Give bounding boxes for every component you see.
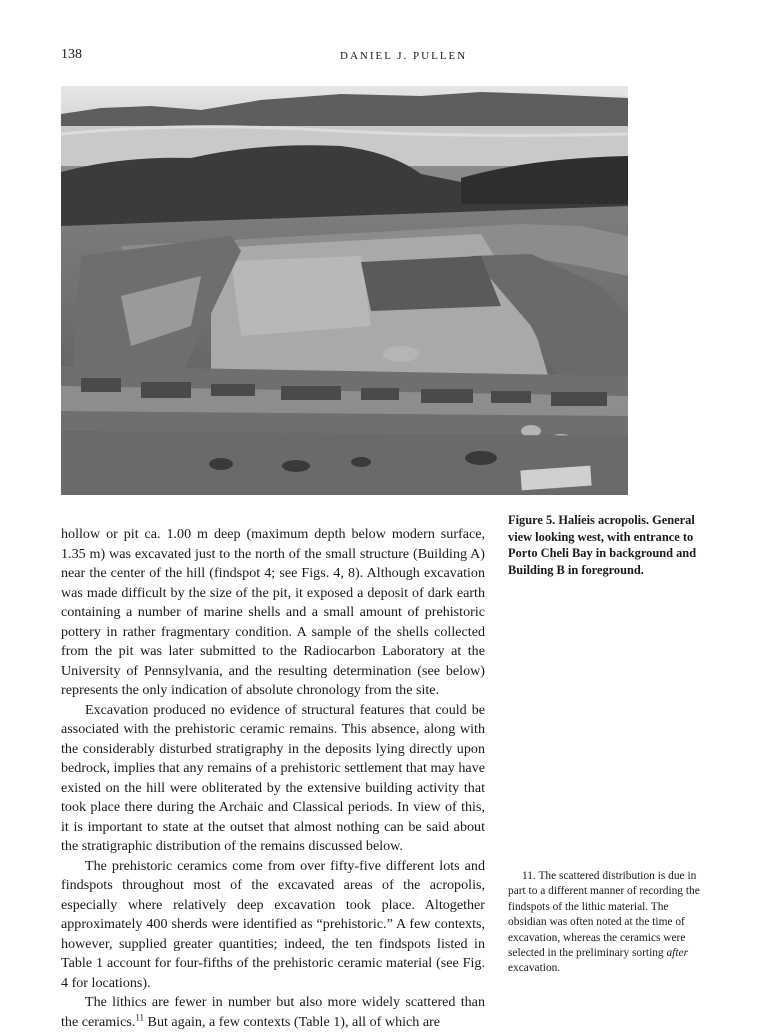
paragraph-2: Excavation produced no evidence of structural features that could be associated with the prehistoric ceramic remains. This absence, along with the considerably disturbed stratigraphy in the deposits lying directly upon bedrock, implies that any remains of a prehistoric settlement that may have existed on the hill were obliterated by the extensive building activity that took place there during the Archaic and Classical periods. In view of this, it is important to state at the outset that almost nothing can be said about the stratigraphic distribution of the remains discussed below. xyxy=(61,701,485,854)
figure-caption: Figure 5. Halieis acropolis. General view looking west, with entrance to Porto Cheli Bay in background and Building B in foreground. xyxy=(508,513,697,577)
footnote-reference: 11 xyxy=(135,1011,145,1022)
figure-photo xyxy=(61,86,628,495)
footnote-emphasis: after xyxy=(666,947,688,960)
excavation-photograph xyxy=(61,86,628,495)
body-text xyxy=(61,525,485,1032)
paragraph-4 xyxy=(61,993,485,1032)
paragraph-3: The prehistoric ceramics come from over fifty-five different lots and findspots throughout most of the excavated areas of the acropolis, especially where relatively deep excavation took place. Altogether approximately 400 sherds were identified as “prehistoric.” A few contexts, however, supplied greater quantities; indeed, the ten findspots listed in Table 1 account for four-fifths of the prehistoric ceramic material (see Fig. 4 for locations). xyxy=(61,857,485,991)
paragraph-4-text: The lithics are fewer in number but also more widely scattered than the ceramics. xyxy=(61,994,485,1030)
paragraph-1: hollow or pit ca. 1.00 m deep (maximum depth below modern surface, 1.35 m) was excavated just to the north of the small structure (Building A) near the center of the hill (findspot 4; see Figs. 4, 8). Although excavation was made difficult by the size of the pit, it exposed a deposit of dark earth containing a number of marine shells and a small amount of prehistoric pottery in rather fragmentary condition. A sample of the shells collected from the pit was later submitted to the Radiocarbon Laboratory at the University of Pennsylvania, and the resulting determination (see below) represents the only indication of absolute chronology from the site. xyxy=(61,526,485,698)
running-head: DANIEL J. PULLEN xyxy=(340,50,468,62)
page-number: 138 xyxy=(61,47,82,62)
footnote-text-end: excavation. xyxy=(508,962,561,975)
paragraph-4-tail: But again, a few contexts (Table 1), all of which are xyxy=(144,1013,441,1030)
footnote-11 xyxy=(508,869,708,977)
footnote-text: 11. The scattered distribution is due in part to a different manner of recording the findspots of the lithic material. The obsidian was often noted at the time of excavation, whereas the ceramics were selected in the preliminary sorting xyxy=(508,870,700,960)
